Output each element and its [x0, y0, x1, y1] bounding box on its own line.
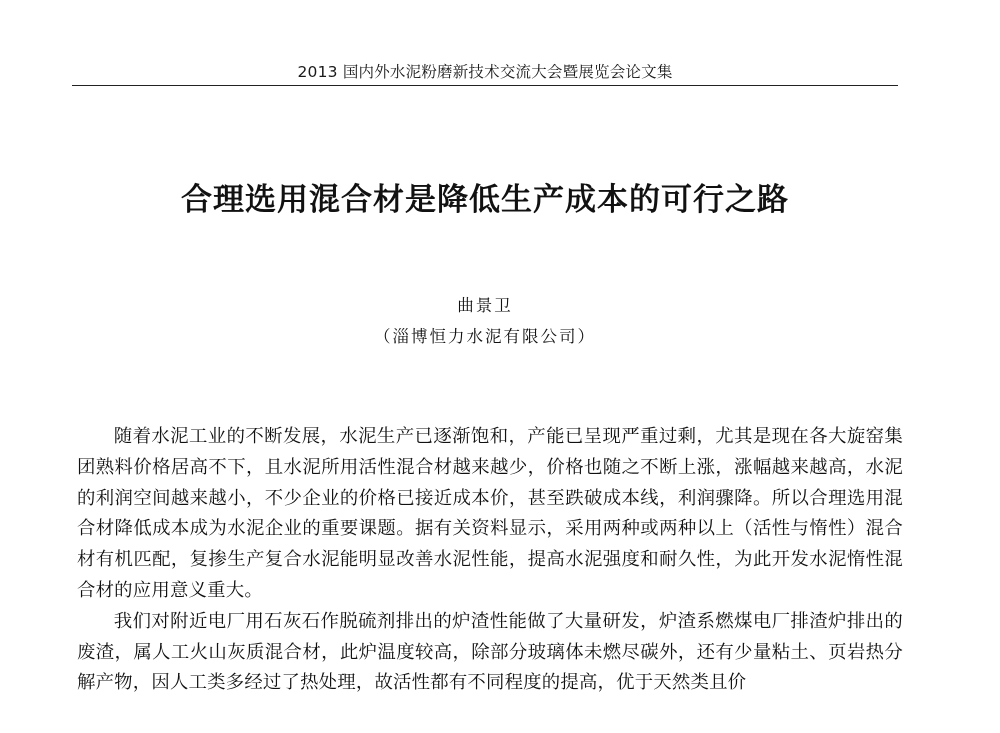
author-name: 曲景卫 [457, 296, 513, 315]
article-title: 合理选用混合材是降低生产成本的可行之路 [181, 182, 789, 218]
author-affiliation: （淄博恒力水泥有限公司） [374, 327, 596, 346]
body-paragraph: 我们对附近电厂用石灰石作脱硫剂排出的炉渣性能做了大量研发，炉渣系燃煤电厂排渣炉排出的废渣，属人工火山灰质混合材，此炉温度较高，除部分玻璃体未燃尽碳外，还有少量粘土、页岩热分解产物，因人工类多经过了热处理，故活性都有不同程度的提高，优于天然类且价 [77, 610, 903, 694]
header-rule [72, 85, 898, 86]
body-paragraph: 随着水泥工业的不断发展，水泥生产已逐渐饱和，产能已呈现严重过剩，尤其是现在各大旋窑集团熟料价格居高不下，且水泥所用活性混合材越来越少，价格也随之不断上涨，涨幅越来越高，水泥的利润空间越来越小，不少企业的价格已接近成本价，甚至跌破成本线，利润骤降。所以合理选用混合材降低成本成为水泥企业的重要课题。据有关资料显示，采用两种或两种以上（活性与惰性）混合材有机匹配，复掺生产复合水泥能明显改善水泥性能，提高水泥强度和耐久性，为此开发水泥惰性混合材的应用意义重大。 [77, 426, 903, 601]
running-header: 2013 国内外水泥粉磨新技术交流大会暨展览会论文集 [297, 63, 673, 81]
article-body [77, 422, 903, 699]
